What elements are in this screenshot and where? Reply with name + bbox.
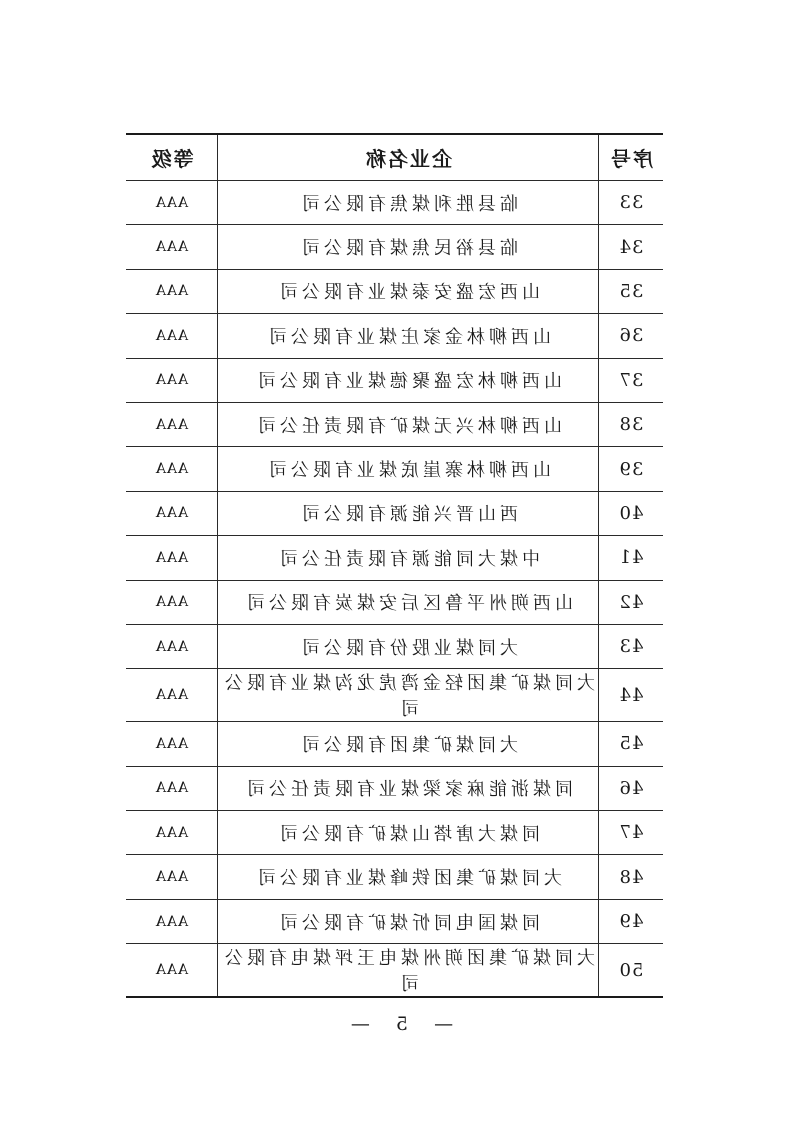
grade-cell: AAA bbox=[126, 766, 218, 810]
table-row bbox=[126, 944, 663, 998]
table-row bbox=[126, 580, 663, 624]
grade-cell: AAA bbox=[126, 314, 218, 358]
enterprise-name-cell: 大同煤矿集团轻金湾虎龙沟煤业有限公司 bbox=[218, 669, 599, 722]
serial-number-cell: 42 bbox=[599, 580, 664, 624]
serial-number-cell: 49 bbox=[599, 899, 664, 943]
grade-cell: AAA bbox=[126, 944, 218, 998]
serial-number-cell: 40 bbox=[599, 491, 664, 535]
serial-number-cell: 36 bbox=[599, 314, 664, 358]
table-header-row bbox=[126, 134, 663, 181]
grade-cell: AAA bbox=[126, 899, 218, 943]
grade-cell: AAA bbox=[126, 402, 218, 446]
enterprise-name-cell: 大同煤矿集团铁峰煤业有限公司 bbox=[218, 855, 599, 899]
enterprise-name-cell: 山西宏盛安泰煤业有限公司 bbox=[218, 269, 599, 313]
enterprise-name-cell: 山西柳林金家庄煤业有限公司 bbox=[218, 314, 599, 358]
serial-number-cell: 47 bbox=[599, 811, 664, 855]
header-serial-number: 序号 bbox=[599, 134, 664, 181]
serial-number-cell: 34 bbox=[599, 225, 664, 269]
table-row bbox=[126, 402, 663, 446]
header-enterprise-name: 企业名称 bbox=[218, 134, 599, 181]
grade-cell: AAA bbox=[126, 722, 218, 766]
table-row bbox=[126, 181, 663, 225]
table-body bbox=[126, 181, 663, 998]
grade-cell: AAA bbox=[126, 447, 218, 491]
table-row bbox=[126, 225, 663, 269]
table-row bbox=[126, 447, 663, 491]
table-row bbox=[126, 358, 663, 402]
serial-number-cell: 48 bbox=[599, 855, 664, 899]
enterprise-name-cell: 大同煤业股份有限公司 bbox=[218, 624, 599, 668]
grade-cell: AAA bbox=[126, 855, 218, 899]
grade-cell: AAA bbox=[126, 669, 218, 722]
enterprise-name-cell: 临县胜利煤焦有限公司 bbox=[218, 181, 599, 225]
enterprise-name-cell: 大同煤矿集团有限公司 bbox=[218, 722, 599, 766]
table-row bbox=[126, 269, 663, 313]
enterprise-name-cell: 中煤大同能源有限责任公司 bbox=[218, 536, 599, 580]
grade-cell: AAA bbox=[126, 624, 218, 668]
serial-number-cell: 41 bbox=[599, 536, 664, 580]
enterprise-name-cell: 山西朔州平鲁区后安煤炭有限公司 bbox=[218, 580, 599, 624]
grade-cell: AAA bbox=[126, 580, 218, 624]
grade-cell: AAA bbox=[126, 358, 218, 402]
page-number: — 5 — bbox=[340, 1013, 454, 1035]
table-row bbox=[126, 811, 663, 855]
serial-number-cell: 50 bbox=[599, 944, 664, 998]
table-row bbox=[126, 491, 663, 535]
serial-number-cell: 44 bbox=[599, 669, 664, 722]
serial-number-cell: 39 bbox=[599, 447, 664, 491]
enterprise-name-cell: 山西柳林宏盛聚德煤业有限公司 bbox=[218, 358, 599, 402]
grade-cell: AAA bbox=[126, 181, 218, 225]
enterprise-name-cell: 同煤大唐塔山煤矿有限公司 bbox=[218, 811, 599, 855]
serial-number-cell: 37 bbox=[599, 358, 664, 402]
serial-number-cell: 33 bbox=[599, 181, 664, 225]
header-grade: 等级 bbox=[126, 134, 218, 181]
enterprise-name-cell: 同煤浙能麻家梁煤业有限责任公司 bbox=[218, 766, 599, 810]
table-row bbox=[126, 766, 663, 810]
grade-cell: AAA bbox=[126, 225, 218, 269]
serial-number-cell: 35 bbox=[599, 269, 664, 313]
table-row bbox=[126, 314, 663, 358]
enterprise-name-cell: 西山晋兴能源有限公司 bbox=[218, 491, 599, 535]
enterprise-name-cell: 大同煤矿集团朔州煤电王坪煤电有限公司 bbox=[218, 944, 599, 998]
table-row bbox=[126, 899, 663, 943]
grade-cell: AAA bbox=[126, 811, 218, 855]
serial-number-cell: 38 bbox=[599, 402, 664, 446]
table-row bbox=[126, 536, 663, 580]
enterprise-name-cell: 山西柳林寨崖底煤业有限公司 bbox=[218, 447, 599, 491]
grade-cell: AAA bbox=[126, 269, 218, 313]
serial-number-cell: 45 bbox=[599, 722, 664, 766]
grade-cell: AAA bbox=[126, 491, 218, 535]
grade-cell: AAA bbox=[126, 536, 218, 580]
table-row bbox=[126, 669, 663, 722]
table-row bbox=[126, 624, 663, 668]
enterprise-name-cell: 山西柳林兴无煤矿有限责任公司 bbox=[218, 402, 599, 446]
table-row bbox=[126, 722, 663, 766]
table-row bbox=[126, 855, 663, 899]
enterprise-name-cell: 临县裕民焦煤有限公司 bbox=[218, 225, 599, 269]
enterprise-name-cell: 同煤国电同忻煤矿有限公司 bbox=[218, 899, 599, 943]
serial-number-cell: 43 bbox=[599, 624, 664, 668]
serial-number-cell: 46 bbox=[599, 766, 664, 810]
enterprise-rating-table bbox=[126, 133, 663, 998]
